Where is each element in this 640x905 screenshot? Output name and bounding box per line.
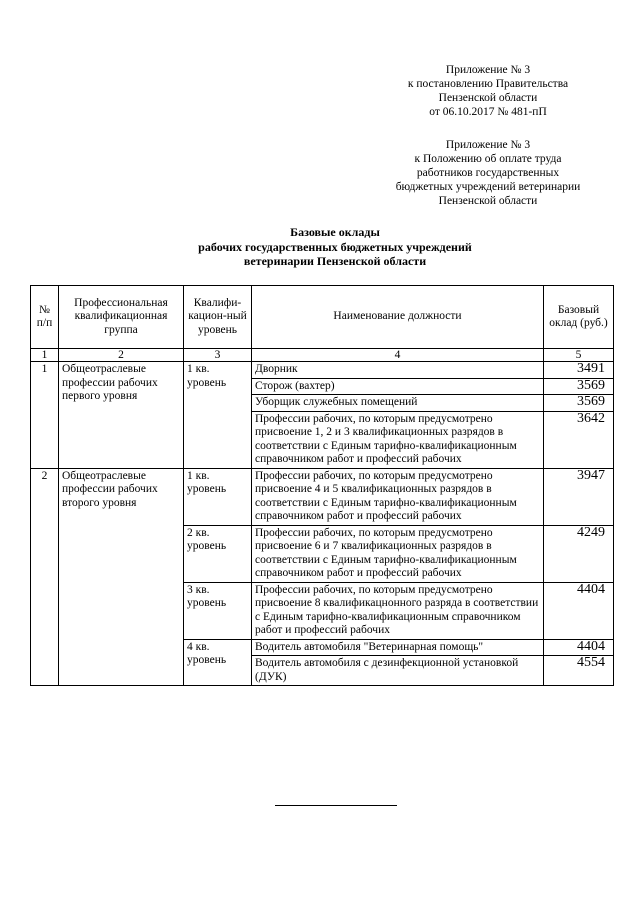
appendix-line: Приложение № 3 — [445, 64, 531, 76]
appendix-line: Пензенской области — [438, 92, 538, 104]
salary-table — [30, 285, 614, 686]
position-cell: Профессии рабочих, по которым предусмотрено присвоение 1, 2 и 3 квалификационных разрядов в соответствии с Единым тарифно-квалификационным справочником работ и профессий рабочих — [252, 411, 544, 468]
position-cell: Уборщик служебных помещений — [252, 395, 544, 412]
group-name: Общеотраслевые профессии рабочих первого уровня — [59, 362, 184, 469]
level-cell: 1 кв. уровень — [184, 468, 252, 525]
group-number: 1 — [31, 362, 59, 469]
appendix-line: к постановлению Правительства — [407, 78, 569, 90]
appendix-regulation-block — [378, 138, 598, 208]
footer-divider — [275, 805, 397, 806]
level-cell: 2 кв. уровень — [184, 525, 252, 582]
appendix-line: работников государственных — [416, 167, 560, 179]
table-row — [31, 362, 614, 379]
header-level: Квалифи-кацион-ный уровень — [184, 286, 252, 349]
appendix-line: Пензенской области — [438, 195, 538, 207]
table-header-row — [31, 286, 614, 349]
salary-cell: 4404 — [544, 582, 614, 639]
level-cell: 3 кв. уровень — [184, 582, 252, 639]
header-group: Профессиональная квалификационная группа — [59, 286, 184, 349]
title-line: рабочих государственных бюджетных учреждений — [198, 239, 472, 254]
salary-cell: 3569 — [544, 378, 614, 395]
column-number: 2 — [59, 349, 184, 362]
salary-cell: 3947 — [544, 468, 614, 525]
salary-cell: 3642 — [544, 411, 614, 468]
column-number: 4 — [252, 349, 544, 362]
salary-cell: 4404 — [544, 639, 614, 656]
position-cell: Профессии рабочих, по которым предусмотрено присвоение 4 и 5 квалификационных разрядов в соответствии с Единым тарифно-квалификационным справочником работ и профессий рабочих — [252, 468, 544, 525]
column-number: 3 — [184, 349, 252, 362]
table-row — [31, 468, 614, 525]
appendix-line: к Положению об оплате труда — [414, 153, 562, 165]
position-cell: Сторож (вахтер) — [252, 378, 544, 395]
column-number: 1 — [31, 349, 59, 362]
title-line: ветеринарии Пензенской области — [243, 254, 427, 268]
position-cell: Водитель автомобиля с дезинфекционной установкой (ДУК) — [252, 656, 544, 686]
header-salary: Базовый оклад (руб.) — [544, 286, 614, 349]
salary-cell: 3569 — [544, 395, 614, 412]
appendix-decree-block — [388, 63, 588, 119]
position-cell: Водитель автомобиля "Ветеринарная помощь" — [252, 639, 544, 656]
document-title — [120, 225, 550, 269]
group-name: Общеотраслевые профессии рабочих второго уровня — [59, 468, 184, 686]
position-cell: Профессии рабочих, по которым предусмотрено присвоение 8 квалификацнонного разряда в соответствии с Единым тарифно-квалификационным справочником работ и профессий рабочих — [252, 582, 544, 639]
group-number: 2 — [31, 468, 59, 686]
salary-cell: 4249 — [544, 525, 614, 582]
position-cell: Дворник — [252, 362, 544, 379]
column-numbers-row — [31, 349, 614, 362]
column-number: 5 — [544, 349, 614, 362]
level-cell: 4 кв. уровень — [184, 639, 252, 686]
header-num: № п/п — [31, 286, 59, 349]
salary-cell: 3491 — [544, 362, 614, 379]
appendix-line: бюджетных учреждений ветеринарии — [395, 181, 581, 193]
appendix-line: от 06.10.2017 № 481-пП — [429, 106, 547, 118]
appendix-line: Приложение № 3 — [445, 139, 531, 151]
level-cell: 1 кв. уровень — [184, 362, 252, 469]
position-cell: Профессии рабочих, по которым предусмотрено присвоение 6 и 7 квалификационных разрядов в соответствии с Единым тарифно-квалификационным справочником работ и профессий рабочих — [252, 525, 544, 582]
salary-cell: 4554 — [544, 656, 614, 686]
title-line: Базовые оклады — [290, 225, 380, 239]
header-position: Наименование должности — [252, 286, 544, 349]
